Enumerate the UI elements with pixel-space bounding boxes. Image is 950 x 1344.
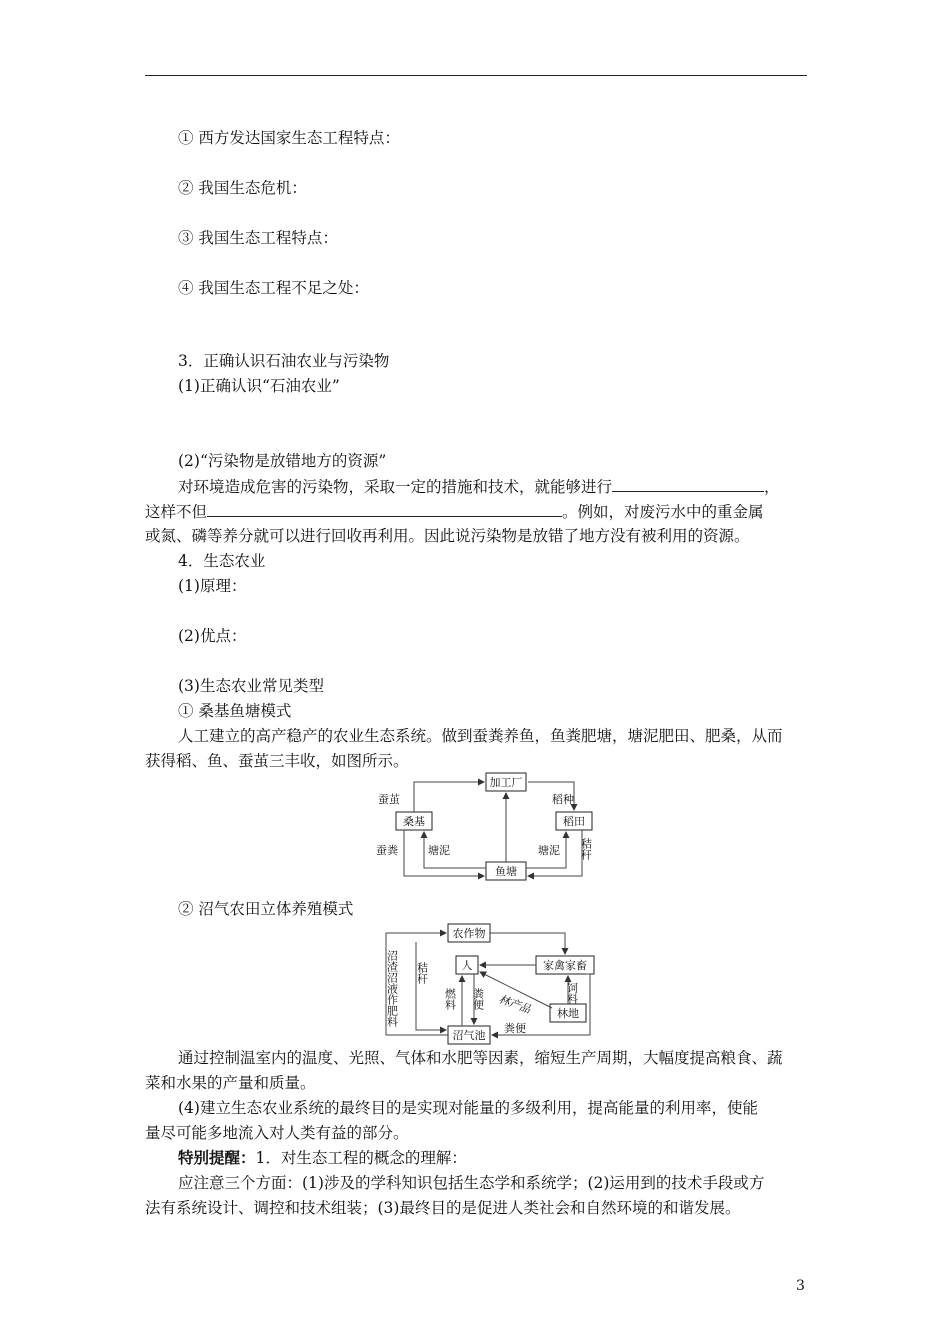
item-china-shortcomings: ④ 我国生态工程不足之处： — [178, 279, 369, 297]
line1-end: ， — [764, 478, 780, 496]
mode-2-title: ② 沼气农田立体养殖模式 — [178, 900, 354, 918]
feed-label: 饲料 — [565, 982, 579, 1004]
section-3-heading: 3．正确认识石油农业与污染物 — [178, 352, 390, 370]
note-text: 1．对生态工程的概念的理解： — [255, 1149, 467, 1167]
note-line2: 应注意三个方面：(1)涉及的学科知识包括生态学和系统学；(2)运用到的技术手段或方 — [178, 1174, 765, 1192]
residue-label: 沼渣沼液作肥料 — [385, 950, 399, 1027]
straw-label-2: 秸秆 — [415, 962, 429, 984]
mode-1-title: ① 桑基鱼塘模式 — [178, 702, 292, 720]
section-3-p1: (1)正确认识“石油农业” — [178, 377, 340, 395]
factory-label: 加工厂 — [489, 776, 523, 789]
crops-label: 农作物 — [452, 927, 486, 940]
section-3-line2 — [145, 500, 764, 523]
fuel-label: 燃料 — [443, 988, 457, 1010]
control-line1: 通过控制温室内的温度、光照、气体和水肥等因素，缩短生产周期，大幅度提高粮食、蔬 — [178, 1049, 783, 1067]
seed-label: 稻种 — [552, 793, 574, 806]
section-4-p3: (3)生态农业常见类型 — [178, 677, 324, 695]
feces-label-1: 粪便 — [471, 988, 485, 1010]
cocoon-label: 蚕茧 — [378, 793, 400, 806]
fill-blank-2[interactable] — [207, 500, 562, 517]
item-china-crisis: ② 我国生态危机： — [178, 179, 307, 197]
section-4-p1: (1)原理： — [178, 577, 247, 595]
mulberry-fishpond-diagram — [370, 770, 610, 885]
mulberry-label: 桑基 — [403, 815, 425, 828]
control-line2: 菜和水果的产量和质量。 — [145, 1074, 316, 1092]
mud-right-label: 塘泥 — [538, 844, 560, 857]
arrow-crops-biogas — [416, 942, 446, 1030]
header-rule — [145, 75, 807, 76]
feces-label-2: 粪便 — [504, 1022, 526, 1035]
section-4-heading: 4．生态农业 — [178, 552, 266, 570]
rice-label: 稻田 — [563, 815, 585, 828]
section-4-p2: (2)优点： — [178, 627, 247, 645]
note-label: 特别提醒： — [178, 1148, 256, 1167]
note-line3: 法有系统设计、调控和技术组装；(3)最终目的是促进人类社会和自然环境的和谐发展。 — [145, 1199, 741, 1217]
forest-label: 林地 — [557, 1007, 579, 1020]
human-label: 人 — [461, 959, 473, 972]
mode-1-line2: 获得稻、鱼、蚕茧三丰收，如图所示。 — [145, 752, 409, 770]
line1-text: 对环境造成危害的污染物，采取一定的措施和技术，就能够进行 — [178, 478, 613, 496]
section-3-line3: 或氮、磷等养分就可以进行回收再利用。因此说污染物是放错了地方没有被利用的资源。 — [145, 527, 750, 545]
mode-1-line1: 人工建立的高产稳产的农业生态系统。做到蚕粪养鱼，鱼粪肥塘，塘泥肥田、肥桑，从而 — [178, 727, 783, 745]
purpose-line1: (4)建立生态农业系统的最终目的是实现对能量的多级利用，提高能量的利用率，使能 — [178, 1099, 758, 1117]
biogas-farming-diagram — [380, 920, 600, 1048]
fill-blank-1[interactable] — [612, 475, 764, 492]
silk-dung-label: 蚕粪 — [376, 844, 398, 857]
arrow-mulberry-factory — [414, 782, 484, 812]
section-3-line1 — [178, 475, 780, 498]
line2-end: 。例如，对废污水中的重金属 — [562, 503, 764, 521]
livestock-label: 家禽家畜 — [543, 959, 587, 972]
section-3-p2: (2)“污染物是放错地方的资源” — [178, 452, 387, 470]
biogas-label: 沼气池 — [452, 1029, 486, 1042]
straw-label: 秸秆 — [579, 838, 593, 860]
item-western-features: ① 西方发达国家生态工程特点： — [178, 129, 400, 147]
mud-left-label: 塘泥 — [428, 844, 450, 857]
page-number: 3 — [796, 1278, 805, 1294]
item-china-features: ③ 我国生态工程特点： — [178, 229, 338, 247]
arrow-crops-livestock — [490, 933, 565, 954]
forest-products-label: 林产品 — [496, 992, 533, 1017]
special-note — [178, 1147, 467, 1169]
purpose-line2: 量尽可能多地流入对人类有益的部分。 — [145, 1124, 409, 1142]
line2-start: 这样不但 — [145, 503, 208, 521]
pond-label: 鱼塘 — [495, 865, 517, 878]
